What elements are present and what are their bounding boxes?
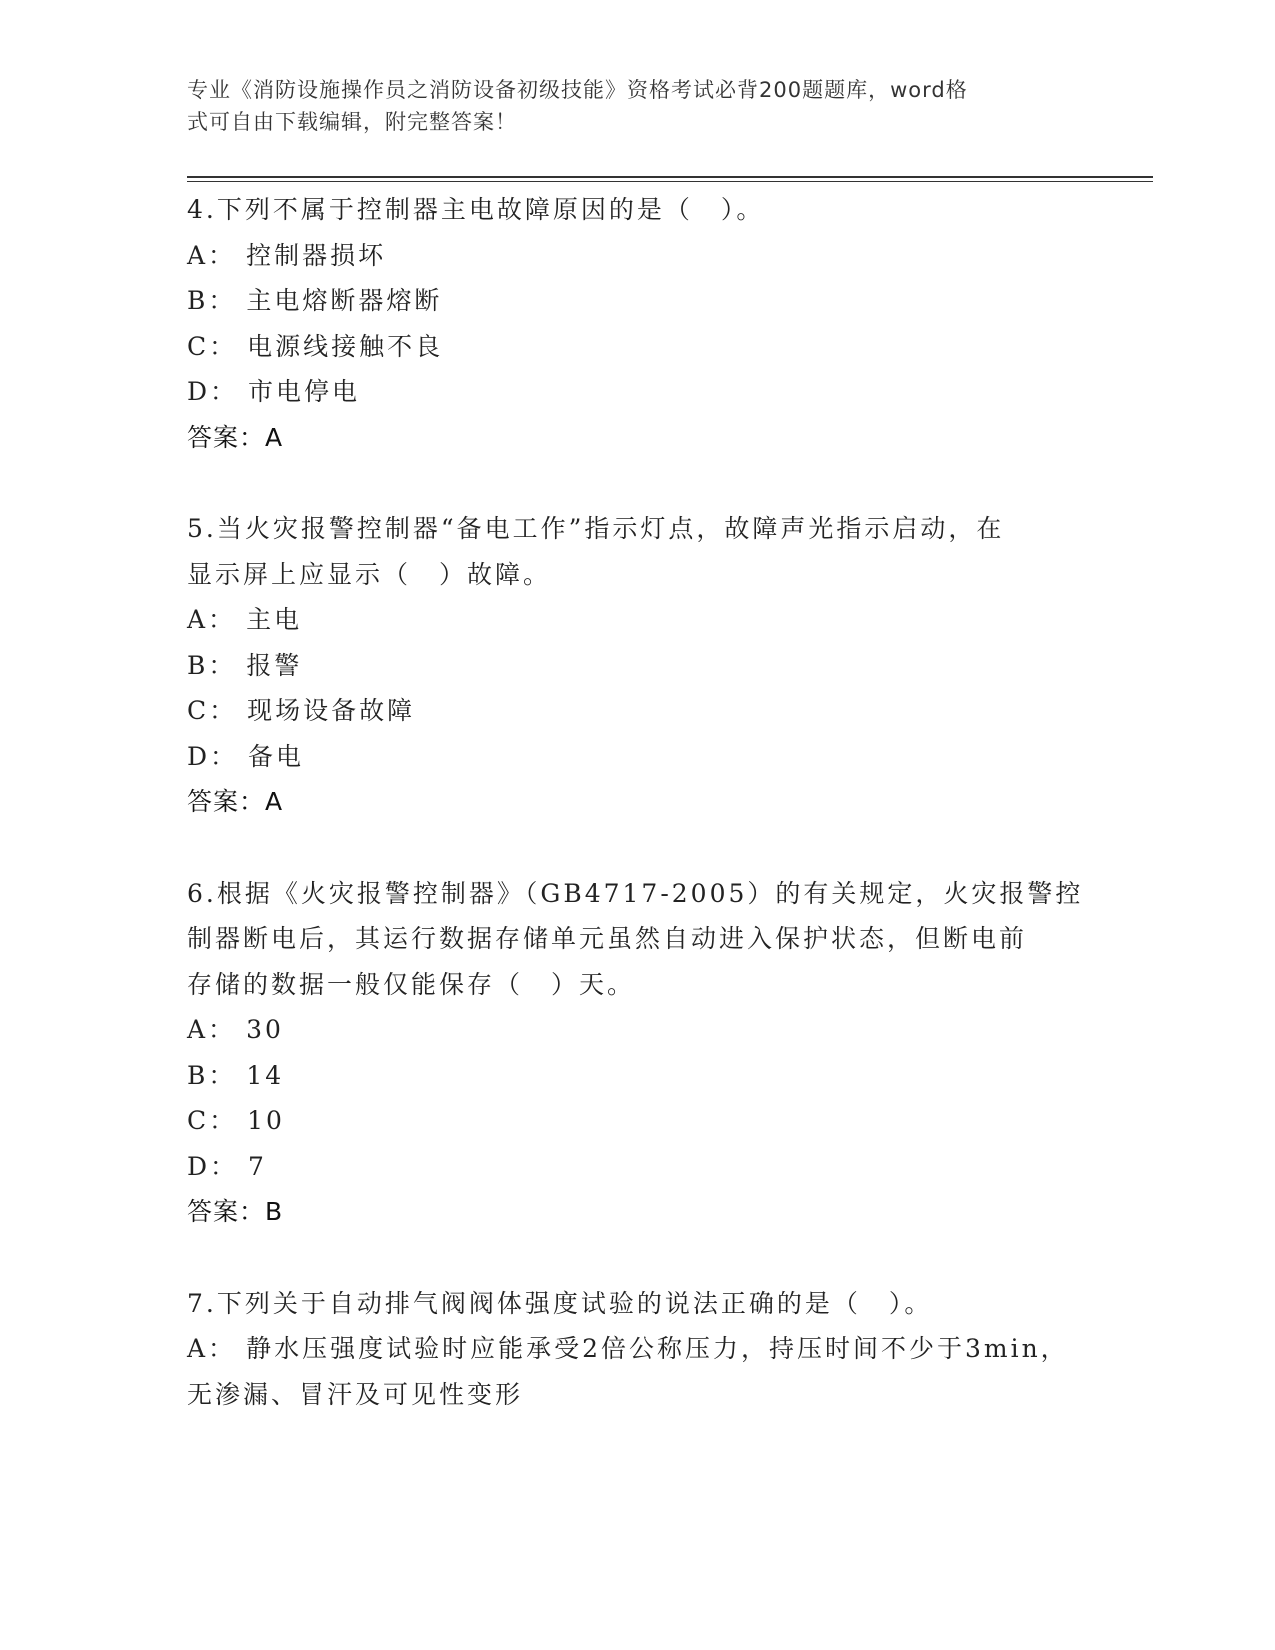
answer-line: 答案：A — [187, 787, 284, 816]
question-stem: 6.根据《火灾报警控制器》（GB4717-2005）的有关规定，火灾报警控 — [187, 878, 1084, 908]
question-stem: 4.下列不属于控制器主电故障原因的是（ ）。 — [187, 195, 765, 224]
option-c — [187, 1098, 1087, 1144]
question-stem: 5.当火灾报警控制器“备电工作”指示灯点，故障声光指示启动，在 — [187, 514, 1005, 543]
option-text: 主电 — [246, 605, 303, 634]
option-a — [187, 233, 1087, 279]
document-header — [187, 74, 1067, 138]
option-text: 电源线接触不良 — [247, 331, 444, 361]
question-stem: 显示屏上应显示（ ）故障。 — [187, 559, 552, 589]
question-stem: 存储的数据一般仅能保存（ ）天。 — [187, 969, 636, 999]
option-key: A： — [187, 1334, 237, 1363]
question-6 — [187, 871, 1087, 1235]
option-key: C： — [187, 696, 238, 725]
header-line-2: 式可自由下载编辑，附完整答案！ — [187, 110, 517, 134]
option-text: 备电 — [248, 741, 305, 771]
answer-line: 答案：A — [187, 422, 284, 452]
option-key: D： — [187, 377, 239, 406]
question-4 — [187, 187, 1087, 460]
question-list — [187, 187, 1087, 1463]
option-text: 市电停电 — [248, 377, 361, 406]
option-a — [187, 1007, 1087, 1053]
header-line-1: 专业《消防设施操作员之消防设备初级技能》资格考试必背200题题库，word格 — [187, 78, 968, 102]
question-5 — [187, 506, 1087, 825]
option-d — [187, 369, 1087, 415]
option-text: 7 — [248, 1151, 267, 1181]
answer-line: 答案：B — [187, 1197, 284, 1226]
header-divider-thin — [187, 181, 1153, 182]
option-text: 主电熔断器熔断 — [246, 286, 443, 315]
option-b — [187, 1053, 1087, 1099]
option-d — [187, 734, 1087, 780]
option-key: A： — [187, 1015, 237, 1044]
option-d — [187, 1144, 1087, 1190]
option-key: B： — [187, 650, 237, 680]
option-c — [187, 324, 1087, 370]
option-text: 静水压强度试验时应能承受2倍公称压力，持压时间不少于3min， — [246, 1334, 1069, 1363]
option-a-continuation: 无渗漏、冒汗及可见性变形 — [187, 1379, 524, 1409]
option-key: A： — [187, 240, 237, 270]
option-key: D： — [187, 1151, 239, 1181]
option-key: C： — [187, 331, 238, 361]
option-text: 控制器损坏 — [246, 240, 387, 270]
option-key: B： — [187, 286, 237, 315]
option-a — [187, 1326, 1087, 1372]
option-key: B： — [187, 1060, 237, 1090]
option-key: C： — [187, 1106, 238, 1135]
question-stem: 7.下列关于自动排气阀阀体强度试验的说法正确的是（ ）。 — [187, 1288, 933, 1318]
option-text: 14 — [246, 1060, 285, 1090]
option-text: 报警 — [246, 650, 303, 680]
question-7 — [187, 1281, 1087, 1418]
option-key: A： — [187, 605, 237, 634]
option-text: 10 — [247, 1106, 285, 1135]
question-stem: 制器断电后，其运行数据存储单元虽然自动进入保护状态，但断电前 — [187, 924, 1028, 953]
option-b — [187, 278, 1087, 324]
option-a — [187, 597, 1087, 643]
header-divider-thick — [187, 176, 1153, 178]
option-b — [187, 643, 1087, 689]
option-c — [187, 688, 1087, 734]
option-text: 现场设备故障 — [247, 696, 416, 725]
option-text: 30 — [246, 1015, 284, 1044]
option-key: D： — [187, 741, 239, 771]
